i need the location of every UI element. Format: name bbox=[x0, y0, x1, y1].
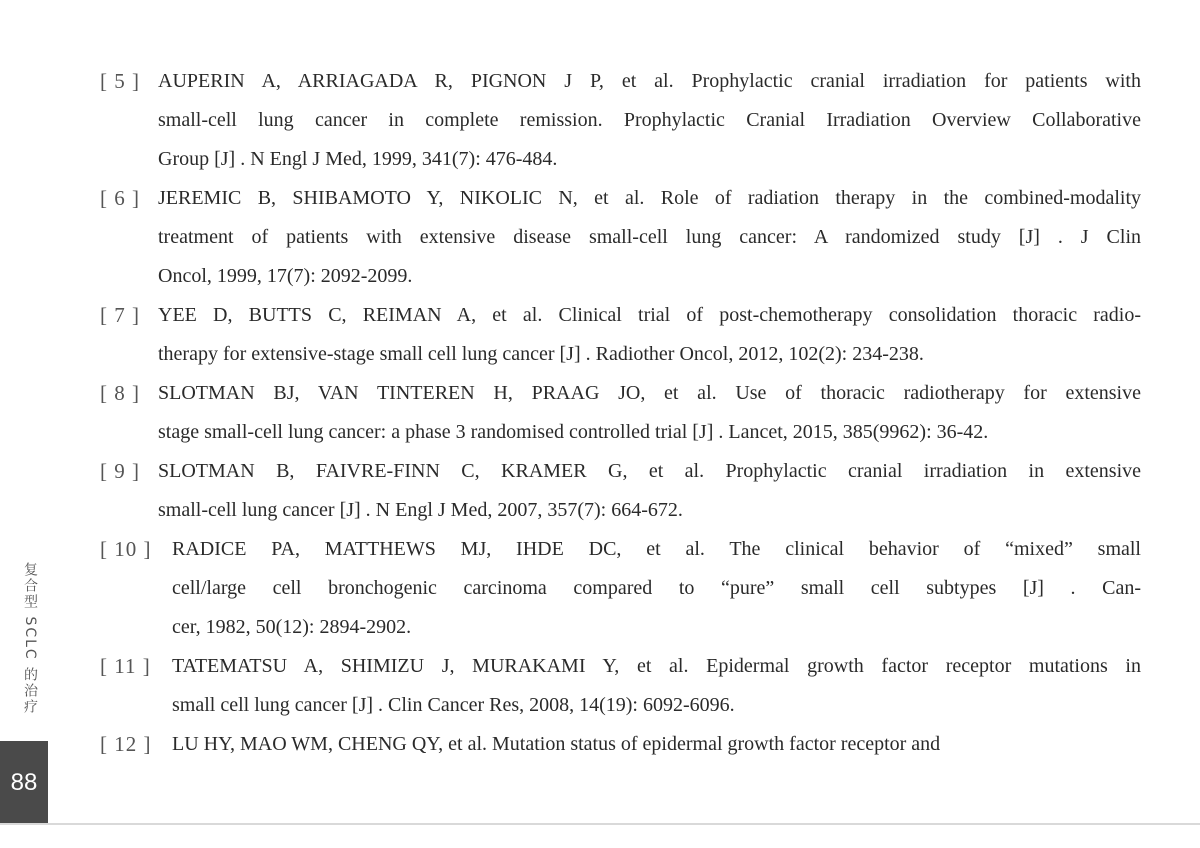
reference-line: AUPERIN A, ARRIAGADA R, PIGNON J P, et al. Prophylactic cranial irradiation for patients with bbox=[158, 70, 1141, 92]
reference-entry bbox=[0, 62, 1200, 179]
reference-line: JEREMIC B, SHIBAMOTO Y, NIKOLIC N, et al. Role of radiation therapy in the combined-modality bbox=[158, 187, 1141, 209]
reference-line: Group [J] . N Engl J Med, 1999, 341(7): 476-484. bbox=[158, 148, 558, 170]
reference-number: [ 8 ] bbox=[100, 381, 140, 405]
reference-line: SLOTMAN BJ, VAN TINTEREN H, PRAAG JO, et al. Use of thoracic radiotherapy for extensive bbox=[158, 382, 1141, 404]
reference-line: LU HY, MAO WM, CHENG QY, et al. Mutation status of epidermal growth factor receptor and bbox=[172, 733, 941, 755]
reference-number: [ 12 ] bbox=[100, 732, 152, 756]
reference-line: small cell lung cancer [J] . Clin Cancer Res, 2008, 14(19): 6092-6096. bbox=[172, 694, 735, 716]
reference-number: [ 9 ] bbox=[100, 459, 140, 483]
running-chapter-title: 复合型 SCLC 的治疗 bbox=[22, 562, 38, 716]
reference-entry bbox=[0, 179, 1200, 296]
reference-text bbox=[158, 374, 1141, 452]
reference-line: small-cell lung cancer in complete remission. Prophylactic Cranial Irradiation Overview Collaborative bbox=[158, 109, 1141, 131]
reference-number: [ 7 ] bbox=[100, 303, 140, 327]
reference-entry bbox=[0, 647, 1200, 725]
reference-list bbox=[0, 62, 1200, 764]
reference-line: TATEMATSU A, SHIMIZU J, MURAKAMI Y, et al. Epidermal growth factor receptor mutations in bbox=[172, 655, 1141, 677]
reference-entry bbox=[0, 296, 1200, 374]
reference-text bbox=[172, 530, 1141, 647]
reference-line: RADICE PA, MATTHEWS MJ, IHDE DC, et al. The clinical behavior of “mixed” small bbox=[172, 538, 1141, 560]
reference-text bbox=[172, 725, 1141, 764]
reference-text bbox=[158, 179, 1141, 296]
reference-line: Oncol, 1999, 17(7): 2092-2099. bbox=[158, 265, 413, 287]
reference-number: [ 11 ] bbox=[100, 654, 151, 678]
reference-entry bbox=[0, 530, 1200, 647]
reference-entry bbox=[0, 374, 1200, 452]
reference-number: [ 10 ] bbox=[100, 537, 152, 561]
page-number: 88 bbox=[10, 769, 38, 796]
reference-number: [ 5 ] bbox=[100, 69, 140, 93]
reference-line: stage small-cell lung cancer: a phase 3 randomised controlled trial [J] . Lancet, 2015, 385(9962): 36-42. bbox=[158, 421, 989, 443]
reference-line: cell/large cell bronchogenic carcinoma compared to “pure” small cell subtypes [J] . Can- bbox=[172, 577, 1141, 599]
reference-line: small-cell lung cancer [J] . N Engl J Med, 2007, 357(7): 664-672. bbox=[158, 499, 683, 521]
reference-line: SLOTMAN B, FAIVRE-FINN C, KRAMER G, et al. Prophylactic cranial irradiation in extensive bbox=[158, 460, 1141, 482]
reference-line: therapy for extensive-stage small cell lung cancer [J] . Radiother Oncol, 2012, 102(2): 234-238. bbox=[158, 343, 924, 365]
reference-entry bbox=[0, 452, 1200, 530]
reference-text bbox=[158, 62, 1141, 179]
reference-text bbox=[158, 452, 1141, 530]
page-number-badge bbox=[0, 741, 48, 825]
reference-entry bbox=[0, 725, 1200, 764]
reference-line: cer, 1982, 50(12): 2894-2902. bbox=[172, 616, 412, 638]
reference-number: [ 6 ] bbox=[100, 186, 140, 210]
bottom-divider bbox=[0, 823, 1200, 825]
reference-line: YEE D, BUTTS C, REIMAN A, et al. Clinical trial of post-chemotherapy consolidation thoracic radio- bbox=[158, 304, 1141, 326]
reference-text bbox=[172, 647, 1141, 725]
reference-text bbox=[158, 296, 1141, 374]
reference-line: treatment of patients with extensive disease small-cell lung cancer: A randomized study [J] . J Clin bbox=[158, 226, 1141, 248]
